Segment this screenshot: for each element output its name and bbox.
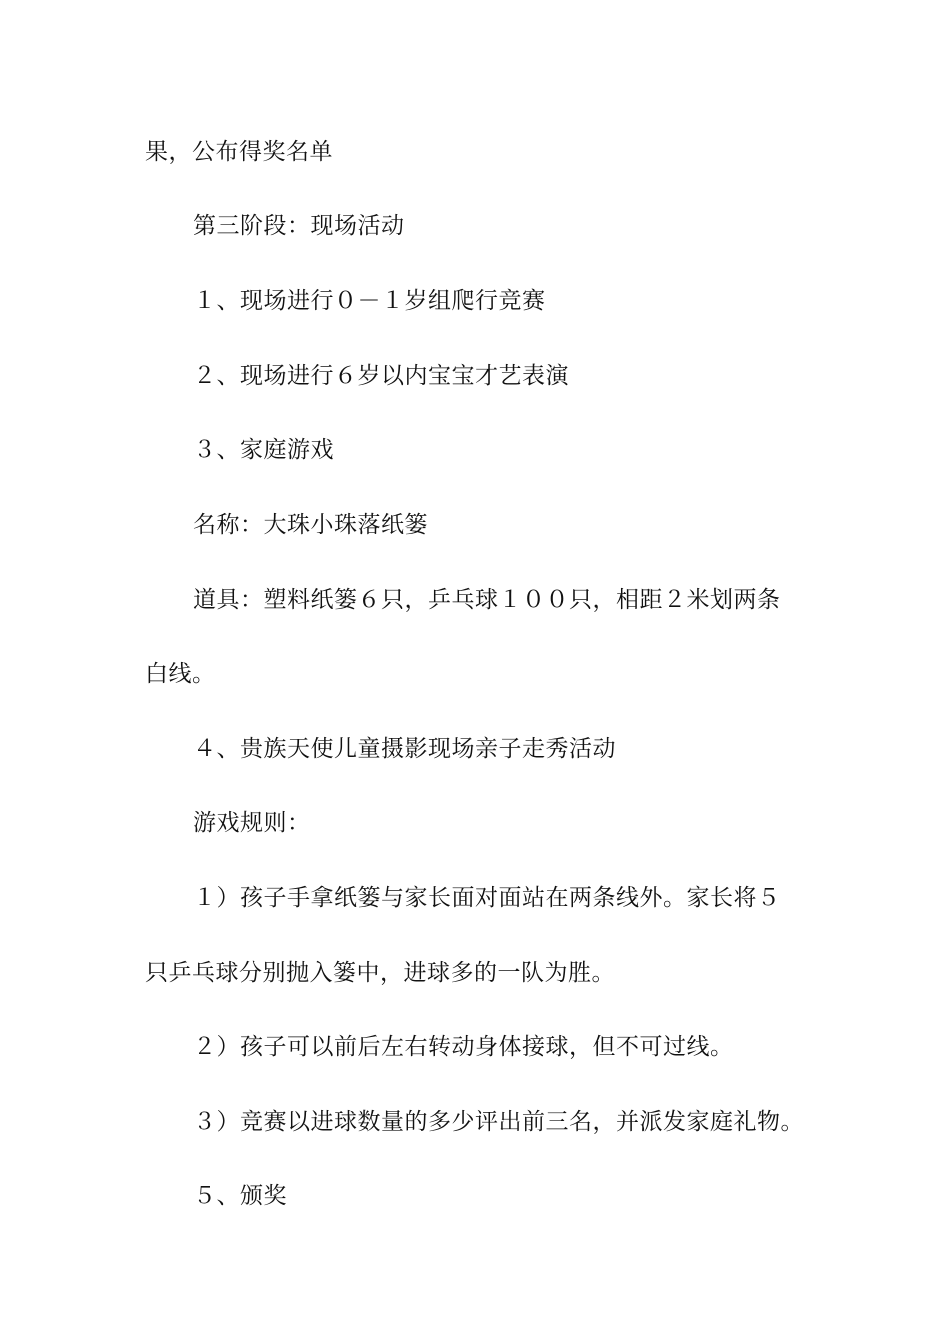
paragraph-line: ２）孩子可以前后左右转动身体接球，但不可过线。 [193, 1034, 734, 1060]
paragraph-line: １、现场进行０－１岁组爬行竞赛 [193, 288, 546, 314]
paragraph-line: 游戏规则： [193, 810, 311, 836]
paragraph-line: 果，公布得奖名单 [145, 139, 333, 165]
paragraph-line: 白线。 [145, 661, 216, 687]
paragraph-line: ２、现场进行６岁以内宝宝才艺表演 [193, 363, 569, 389]
paragraph-line: ３）竞赛以进球数量的多少评出前三名，并派发家庭礼物。 [193, 1109, 804, 1135]
paragraph-line: 第三阶段：现场活动 [193, 213, 405, 239]
paragraph-line: 只乒乓球分别抛入篓中，进球多的一队为胜。 [145, 960, 615, 986]
paragraph-line: 道具：塑料纸篓６只，乒乓球１００只，相距２米划两条 [193, 587, 781, 613]
paragraph-line: 名称：大珠小珠落纸篓 [193, 512, 428, 538]
paragraph-line: １）孩子手拿纸篓与家长面对面站在两条线外。家长将５ [193, 885, 781, 911]
paragraph-line: ４、贵族天使儿童摄影现场亲子走秀活动 [193, 736, 616, 762]
paragraph-line: ５、颁奖 [193, 1183, 287, 1209]
paragraph-line: ３、家庭游戏 [193, 437, 334, 463]
